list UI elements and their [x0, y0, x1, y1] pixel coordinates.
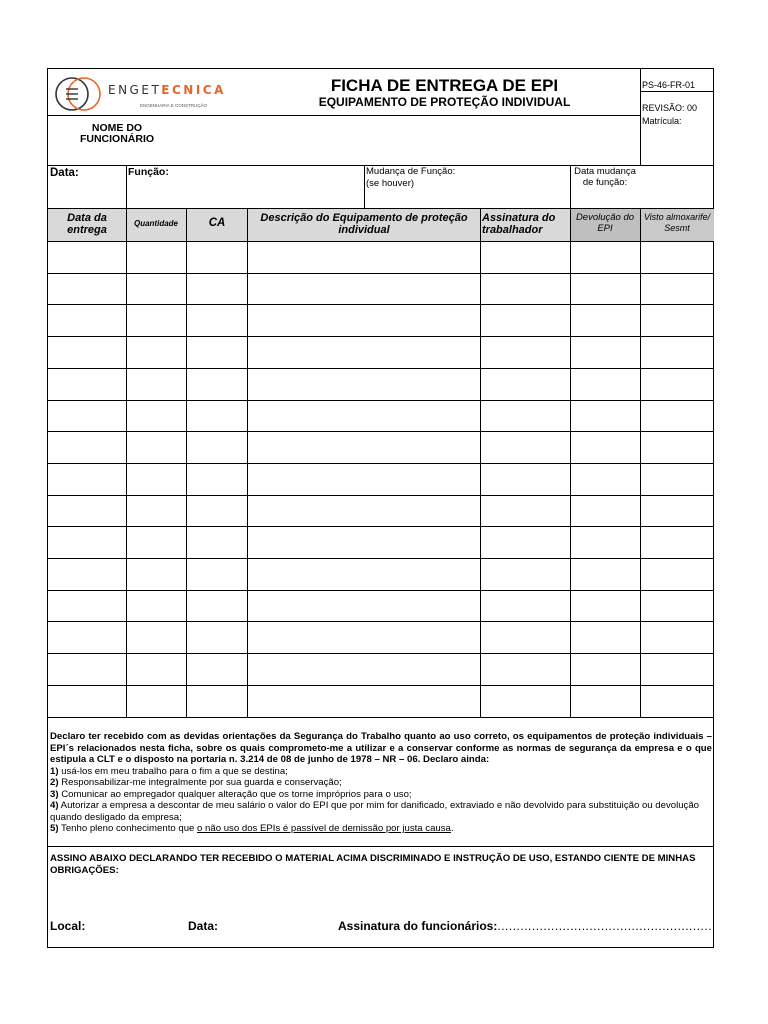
warehouse-check-cell[interactable]: [640, 653, 714, 685]
table-row: [48, 336, 714, 368]
delivery-date-cell[interactable]: [48, 621, 126, 653]
warehouse-check-cell[interactable]: [640, 558, 714, 590]
worker-signature-cell[interactable]: [480, 463, 570, 495]
quantity-cell[interactable]: [126, 495, 186, 527]
brand-name-part2: ECNICA: [161, 83, 226, 97]
worker-signature-cell[interactable]: [480, 273, 570, 305]
col-header-epi-return: Devolução do EPI: [575, 212, 635, 234]
delivery-date-cell[interactable]: [48, 685, 126, 717]
delivery-date-cell[interactable]: [48, 558, 126, 590]
ca-cell[interactable]: [186, 558, 247, 590]
delivery-date-cell[interactable]: [48, 463, 126, 495]
worker-signature-cell[interactable]: [480, 590, 570, 622]
table-row: [48, 304, 714, 336]
revision-number: REVISÃO: 00: [642, 103, 698, 113]
worker-signature-cell[interactable]: [480, 241, 570, 273]
form-title: FICHA DE ENTREGA DE EPI: [330, 76, 559, 95]
warehouse-check-cell[interactable]: [640, 304, 714, 336]
worker-signature-cell[interactable]: [480, 368, 570, 400]
col-header-quantity: Quantidade: [133, 219, 178, 228]
epi-return-cell[interactable]: [570, 273, 640, 305]
ca-cell[interactable]: [186, 526, 247, 558]
delivery-date-cell[interactable]: [48, 431, 126, 463]
quantity-cell[interactable]: [126, 241, 186, 273]
table-row: [48, 400, 714, 432]
description-cell[interactable]: [247, 495, 480, 527]
description-cell[interactable]: [247, 304, 480, 336]
quantity-cell[interactable]: [126, 463, 186, 495]
delivery-date-cell[interactable]: [48, 241, 126, 273]
function-change-date-label: Data mudança de função:: [574, 166, 636, 188]
table-row: [48, 368, 714, 400]
function-change-note: (se houver): [366, 178, 415, 189]
warehouse-check-cell[interactable]: [640, 368, 714, 400]
quantity-cell[interactable]: [126, 558, 186, 590]
epi-return-cell[interactable]: [570, 558, 640, 590]
ca-cell[interactable]: [186, 273, 247, 305]
description-cell[interactable]: [247, 590, 480, 622]
description-cell[interactable]: [247, 621, 480, 653]
description-cell[interactable]: [247, 241, 480, 273]
warehouse-check-cell[interactable]: [640, 273, 714, 305]
function-change-label: Mudança de Função:: [366, 166, 456, 177]
worker-signature-cell[interactable]: [480, 495, 570, 527]
brand-name-part1: ENGET: [108, 83, 162, 97]
employee-signature-field[interactable]: [338, 919, 712, 933]
function-field[interactable]: [128, 179, 363, 207]
delivery-date-cell[interactable]: [48, 273, 126, 305]
declaration-text: [50, 731, 712, 835]
table-row: [48, 495, 714, 527]
worker-signature-cell[interactable]: [480, 685, 570, 717]
ca-cell[interactable]: [186, 368, 247, 400]
declaration-item-3: 3) Comunicar ao empregador qualquer alteração que os torne impróprios para o uso;: [50, 788, 412, 800]
delivery-date-cell[interactable]: [48, 304, 126, 336]
date-label: Data:: [50, 167, 79, 179]
description-cell[interactable]: [247, 558, 480, 590]
col-header-description: Descrição do Equipamento de proteção individual: [260, 212, 468, 236]
description-cell[interactable]: [247, 336, 480, 368]
delivery-date-cell[interactable]: [48, 526, 126, 558]
delivery-date-cell[interactable]: [48, 495, 126, 527]
signature-dotted-line: ........................................................: [497, 919, 713, 933]
epi-return-cell[interactable]: [570, 621, 640, 653]
warehouse-check-cell[interactable]: [640, 400, 714, 432]
quantity-cell[interactable]: [126, 653, 186, 685]
quantity-cell[interactable]: [126, 685, 186, 717]
worker-signature-cell[interactable]: [480, 558, 570, 590]
ca-cell[interactable]: [186, 336, 247, 368]
worker-signature-cell[interactable]: [480, 431, 570, 463]
employee-name-label: NOME DO FUNCIONÁRIO: [79, 122, 155, 145]
warehouse-check-cell[interactable]: [640, 621, 714, 653]
local-field[interactable]: [88, 915, 183, 933]
description-cell[interactable]: [247, 273, 480, 305]
warehouse-check-cell[interactable]: [640, 685, 714, 717]
table-row: [48, 526, 714, 558]
epi-return-cell[interactable]: [570, 336, 640, 368]
warehouse-check-cell[interactable]: [640, 336, 714, 368]
ca-cell[interactable]: [186, 495, 247, 527]
worker-signature-cell[interactable]: [480, 526, 570, 558]
worker-signature-cell[interactable]: [480, 336, 570, 368]
function-label: Função:: [128, 166, 169, 178]
col-header-ca: CA: [208, 217, 226, 229]
signature-date-label: Data:: [188, 919, 219, 933]
table-row: [48, 621, 714, 653]
quantity-cell[interactable]: [126, 336, 186, 368]
epi-return-cell[interactable]: [570, 368, 640, 400]
quantity-cell[interactable]: [126, 526, 186, 558]
quantity-cell[interactable]: [126, 590, 186, 622]
epi-return-cell[interactable]: [570, 495, 640, 527]
document-code: PS-46-FR-01: [642, 80, 696, 90]
warehouse-check-cell[interactable]: [640, 463, 714, 495]
form-subtitle: EQUIPAMENTO DE PROTEÇÃO INDIVIDUAL: [318, 95, 571, 109]
delivery-date-cell[interactable]: [48, 400, 126, 432]
delivery-date-cell[interactable]: [48, 368, 126, 400]
table-row: [48, 273, 714, 305]
company-logo: [54, 75, 244, 113]
brand-tagline: ENGENHARIA E CONSTRUÇÃO: [140, 103, 208, 108]
ca-cell[interactable]: [186, 653, 247, 685]
table-row: [48, 463, 714, 495]
warehouse-check-cell[interactable]: [640, 495, 714, 527]
epi-return-cell[interactable]: [570, 463, 640, 495]
ca-cell[interactable]: [186, 431, 247, 463]
ca-cell[interactable]: [186, 621, 247, 653]
table-row: [48, 241, 714, 273]
epi-delivery-form: [47, 68, 714, 948]
description-cell[interactable]: [247, 431, 480, 463]
ca-cell[interactable]: [186, 590, 247, 622]
epi-return-cell[interactable]: [570, 400, 640, 432]
epi-return-cell[interactable]: [570, 653, 640, 685]
declaration-item-4: 4) Autorizar a empresa a descontar de meu salário o valor do EPI que por mim for danificado, extraviado e não devolvido para substituição ou devolução quando desligado da empresa;: [50, 800, 700, 823]
description-cell[interactable]: [247, 526, 480, 558]
ca-cell[interactable]: [186, 241, 247, 273]
quantity-cell[interactable]: [126, 400, 186, 432]
epi-return-cell[interactable]: [570, 685, 640, 717]
signature-statement: ASSINO ABAIXO DECLARANDO TER RECEBIDO O MATERIAL ACIMA DISCRIMINADO E INSTRUÇÃO DE USO, ESTANDO CIENTE DE MINHAS OBRIGAÇÕES:: [50, 853, 696, 876]
epi-return-cell[interactable]: [570, 304, 640, 336]
table-row: [48, 590, 714, 622]
table-row: [48, 685, 714, 717]
description-cell[interactable]: [247, 400, 480, 432]
col-header-delivery-date: Data da entrega: [67, 212, 107, 236]
warehouse-check-cell[interactable]: [640, 431, 714, 463]
warehouse-check-cell[interactable]: [640, 590, 714, 622]
delivery-date-cell[interactable]: [48, 653, 126, 685]
delivery-date-cell[interactable]: [48, 336, 126, 368]
quantity-cell[interactable]: [126, 304, 186, 336]
warehouse-check-cell[interactable]: [640, 526, 714, 558]
quantity-cell[interactable]: [126, 431, 186, 463]
worker-signature-cell[interactable]: [480, 621, 570, 653]
declaration-intro: Declaro ter recebido com as devidas orientações da Segurança do Trabalho quanto ao uso correto, os equipamentos de proteção individuais – EPI´s relacionados nesta ficha, sobre os quais comprometo-me a utilizar e a conservar conforme as normas de segurança da empresa e o que estipula a CLT e o disposto na portaria n. 3.214 de 08 de junho de 1978 – NR – 06. Declaro ainda:: [50, 731, 712, 765]
ca-cell[interactable]: [186, 685, 247, 717]
quantity-cell[interactable]: [126, 273, 186, 305]
quantity-cell[interactable]: [126, 368, 186, 400]
table-row: [48, 558, 714, 590]
table-row: [48, 653, 714, 685]
col-header-warehouse-check: Visto almoxarife/ Sesmt: [643, 212, 711, 233]
registration-field[interactable]: [642, 127, 712, 163]
employee-signature-label: Assinatura do funcionários:: [338, 919, 498, 933]
col-header-worker-signature: Assinatura do trabalhador: [482, 212, 556, 236]
warehouse-check-cell[interactable]: [640, 241, 714, 273]
ca-cell[interactable]: [186, 400, 247, 432]
epi-return-cell[interactable]: [570, 590, 640, 622]
ca-cell[interactable]: [186, 463, 247, 495]
local-label: Local:: [50, 919, 86, 933]
declaration-item-5: 5) Tenho pleno conhecimento que o não uso dos EPIs é passível de demissão por justa causa.: [50, 823, 454, 834]
registration-label: Matrícula:: [642, 116, 682, 126]
employee-name-field[interactable]: [168, 117, 638, 163]
epi-return-cell[interactable]: [570, 431, 640, 463]
table-row: [48, 431, 714, 463]
ca-cell[interactable]: [186, 304, 247, 336]
worker-signature-cell[interactable]: [480, 304, 570, 336]
declaration-item-2: 2) Responsabilizar-me integralmente por sua guarda e conservação;: [50, 777, 342, 788]
description-cell[interactable]: [247, 685, 480, 717]
description-cell[interactable]: [247, 368, 480, 400]
description-cell[interactable]: [247, 653, 480, 685]
delivery-date-cell[interactable]: [48, 590, 126, 622]
epi-return-cell[interactable]: [570, 526, 640, 558]
hamburger-circle-logo-icon: [54, 75, 104, 113]
epi-return-cell[interactable]: [570, 241, 640, 273]
description-cell[interactable]: [247, 463, 480, 495]
declaration-item-1: 1) usá-los em meu trabalho para o fim a que se destina;: [50, 765, 288, 777]
signature-date-field[interactable]: [221, 915, 331, 933]
quantity-cell[interactable]: [126, 621, 186, 653]
worker-signature-cell[interactable]: [480, 653, 570, 685]
worker-signature-cell[interactable]: [480, 400, 570, 432]
